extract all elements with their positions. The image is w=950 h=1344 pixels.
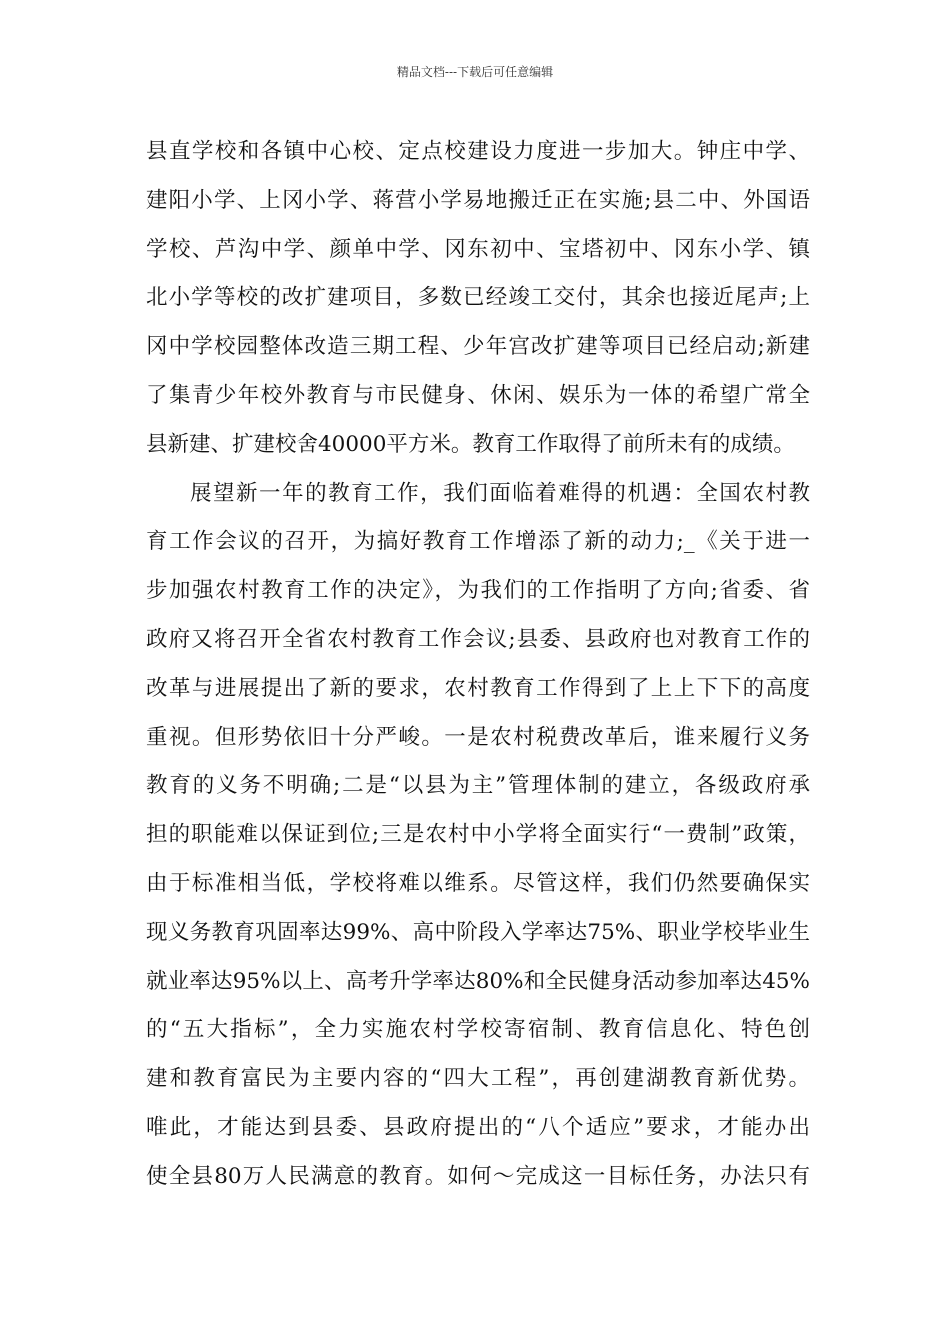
text-line: 学校、芦沟中学、颜单中学、冈东初中、宝塔初中、冈东小学、镇 <box>146 236 810 262</box>
document-body <box>146 128 810 1202</box>
text-line: 建阳小学、上冈小学、蒋营小学易地搬迁正在实施;县二中、外国语 <box>146 187 810 213</box>
text-line: 教育的义务不明确;二是“以县为主”管理体制的建立，各级政府承 <box>146 773 810 799</box>
text-line: 步加强农村教育工作的决定》，为我们的工作指明了方向;省委、省 <box>146 578 810 604</box>
text-line: 冈中学校园整体改造三期工程、少年宫改扩建等项目已经启动;新建 <box>146 334 810 360</box>
text-line: 展望新一年的教育工作，我们面临着难得的机遇：全国农村教 <box>190 480 810 506</box>
text-line: 县直学校和各镇中心校、定点校建设力度进一步加大。钟庄中学、 <box>146 139 810 164</box>
text-line: 唯此，才能达到县委、县政府提出的“八个适应”要求，才能办出 <box>146 1114 810 1140</box>
text-line: 北小学等校的改扩建项目，多数已经竣工交付，其余也接近尾声;上 <box>146 285 810 311</box>
text-line: 的“五大指标”，全力实施农村学校寄宿制、教育信息化、特色创 <box>146 1017 810 1043</box>
text-line: 育工作会议的召开，为搞好教育工作增添了新的动力;_《关于进一 <box>146 529 810 555</box>
text-line: 现义务教育巩固率达99%、高中阶段入学率达75%、职业学校毕业生 <box>146 919 810 945</box>
text-line: 重视。但形势依旧十分严峻。一是农村税费改革后，谁来履行义务 <box>146 724 810 750</box>
text-line: 担的职能难以保证到位;三是农村中小学将全面实行“一费制”政策， <box>146 822 810 848</box>
text-line: 政府又将召开全省农村教育工作会议;县委、县政府也对教育工作的 <box>146 626 810 652</box>
text-line: 了集青少年校外教育与市民健身、休闲、娱乐为一体的希望广常全 <box>146 382 810 408</box>
text-line: 由于标准相当低，学校将难以维系。尽管这样，我们仍然要确保实 <box>146 870 810 896</box>
text-line: 使全县80万人民满意的教育。如何～完成这一目标任务，办法只有 <box>146 1163 810 1189</box>
text-line: 就业率达95%以上、高考升学率达80%和全民健身活动参加率达45% <box>146 968 810 994</box>
text-line: 建和教育富民为主要内容的“四大工程”，再创建湖教育新优势。 <box>146 1066 810 1092</box>
text-line: 改革与进展提出了新的要求，农村教育工作得到了上上下下的高度 <box>146 675 810 701</box>
page-header: 精品文档---下载后可任意编辑 <box>396 65 554 79</box>
text-line: 县新建、扩建校舍40000平方米。教育工作取得了前所未有的成绩。 <box>146 431 795 457</box>
